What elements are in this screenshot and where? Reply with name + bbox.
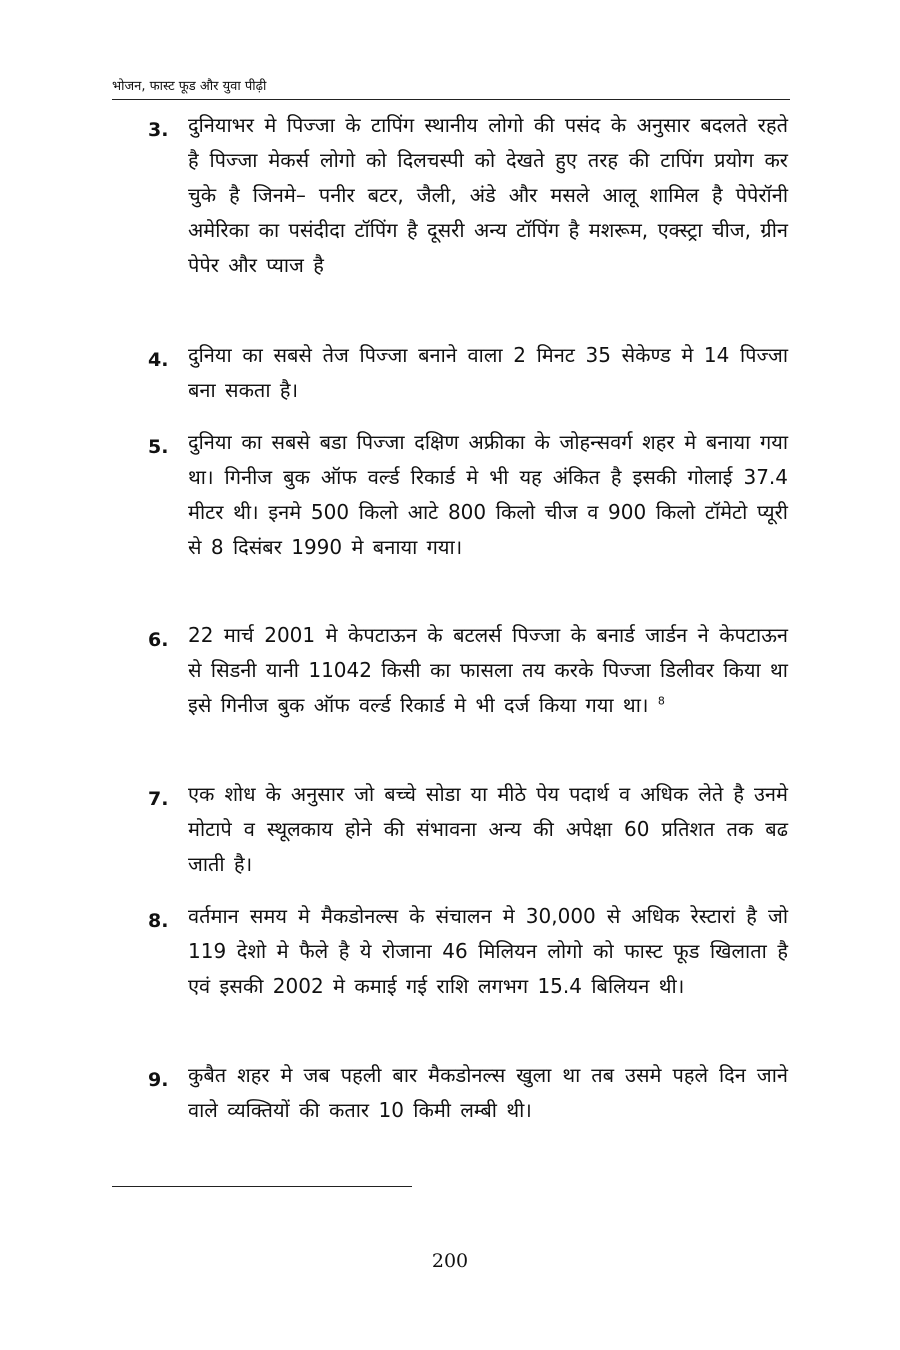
- item-text: एक शोध के अनुसार जो बच्चे सोडा या मीठे पेय पदार्थ व अधिक लेते है उनमे मोटापे व स्थूलकाय होने की संभावना अन्य की अपेक्षा 60 प्रतिशत तक बढ जाती है।: [188, 782, 788, 876]
- item-text-container: [188, 618, 788, 723]
- item-number: 9.: [148, 1069, 169, 1091]
- running-header-title: भोजन, फास्ट फूड और युवा पीढ़ी: [112, 79, 267, 94]
- item-number: 8.: [148, 910, 169, 932]
- item-number: 6.: [148, 629, 169, 651]
- item-number: 3.: [148, 119, 169, 141]
- item-number: 4.: [148, 349, 169, 371]
- footnote-divider: [112, 1186, 412, 1187]
- item-text: दुनिया का सबसे तेज पिज्जा बनाने वाला 2 मिनट 35 सेकेण्ड मे 14 पिज्जा बना सकता है।: [188, 343, 788, 402]
- header-divider: [112, 99, 790, 100]
- item-number: 7.: [148, 788, 169, 810]
- item-text: 22 मार्च 2001 मे केपटाऊन के बटलर्स पिज्जा के बनार्ड जार्डन ने केपटाऊन से सिडनी यानी 11042 किसी का फासला तय करके पिज्जा डिलीवर किया था इसे गिनीज बुक ऑफ वर्ल्ड रिकार्ड मे भी दर्ज किया गया था।: [188, 623, 788, 717]
- page-number: 200: [431, 1250, 469, 1272]
- footnote-reference: 8: [657, 694, 665, 708]
- item-text: दुनिया का सबसे बडा पिज्जा दक्षिण अफ्रीका के जोहन्सवर्ग शहर मे बनाया गया था। गिनीज बुक ऑफ वर्ल्ड रिकार्ड मे भी यह अंकित है इसकी गोलाई 37.4 मीटर थी। इनमे 500 किलो आटे 800 किलो चीज व 900 किलो टॉमेटो प्यूरी से 8 दिसंबर 1990 मे बनाया गया।: [188, 430, 788, 559]
- item-text: कुबैत शहर मे जब पहली बार मैकडोनल्स खुला था तब उसमे पहले दिन जाने वाले व्यक्तियों की कतार 10 किमी लम्बी थी।: [188, 1063, 788, 1122]
- item-number: 5.: [148, 436, 169, 458]
- item-text: दुनियाभर मे पिज्जा के टापिंग स्थानीय लोगो की पसंद के अनुसार बदलते रहते है पिज्जा मेकर्स लोगो को दिलचस्पी को देखते हुए तरह की टापिंग प्रयोग कर चुके है जिनमे– पनीर बटर, जैली, अंडे और मसले आलू शामिल है पेपेरॉनी अमेरिका का पसंदीदा टॉपिंग है दूसरी अन्य टॉपिंग है मशरूम, एक्स्ट्रा चीज, ग्रीन पेपेर और प्याज है: [188, 113, 788, 277]
- item-text: वर्तमान समय मे मैकडोनल्स के संचालन मे 30,000 से अधिक रेस्टारां है जो 119 देशो मे फैले है ये रोजाना 46 मिलियन लोगो को फास्ट फूड खिलाता है एवं इसकी 2002 मे कमाई गई राशि लगभग 15.4 बिलियन थी।: [188, 904, 788, 998]
